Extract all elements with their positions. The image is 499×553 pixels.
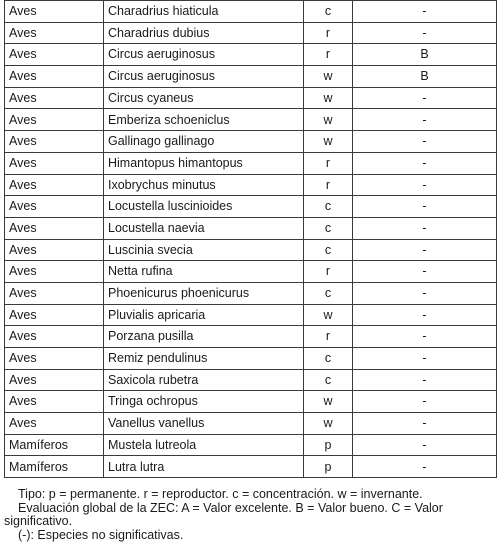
table-row: [5, 66, 497, 88]
species-name-cell: Ixobrychus minutus: [104, 174, 304, 196]
type-cell: w: [304, 109, 353, 131]
group-cell: Aves: [5, 369, 104, 391]
evaluation-cell: -: [353, 239, 497, 261]
evaluation-cell: B: [353, 66, 497, 88]
species-name-cell: Locustella luscinioides: [104, 196, 304, 218]
group-cell: Aves: [5, 152, 104, 174]
evaluation-cell: -: [353, 174, 497, 196]
species-name-cell: Pluvialis apricaria: [104, 304, 304, 326]
species-name-cell: Mustela lutreola: [104, 434, 304, 456]
species-name-cell: Tringa ochropus: [104, 391, 304, 413]
species-name-cell: Circus cyaneus: [104, 87, 304, 109]
group-cell: Mamíferos: [5, 434, 104, 456]
evaluation-cell: -: [353, 87, 497, 109]
species-name-cell: Lutra lutra: [104, 456, 304, 478]
species-name-cell: Porzana pusilla: [104, 326, 304, 348]
type-cell: r: [304, 44, 353, 66]
type-cell: w: [304, 391, 353, 413]
table-row: [5, 22, 497, 44]
group-cell: Aves: [5, 109, 104, 131]
table-row: [5, 326, 497, 348]
type-cell: r: [304, 174, 353, 196]
evaluation-cell: B: [353, 44, 497, 66]
evaluation-cell: -: [353, 434, 497, 456]
group-cell: Aves: [5, 413, 104, 435]
species-name-cell: Netta rufina: [104, 261, 304, 283]
evaluation-cell: -: [353, 391, 497, 413]
type-cell: c: [304, 217, 353, 239]
type-cell: c: [304, 282, 353, 304]
table-notes: [4, 488, 494, 542]
evaluation-cell: -: [353, 196, 497, 218]
species-name-cell: Locustella naevia: [104, 217, 304, 239]
table-row: [5, 434, 497, 456]
type-cell: w: [304, 66, 353, 88]
evaluation-cell: -: [353, 131, 497, 153]
table-row: [5, 109, 497, 131]
note-no-significativas: (-): Especies no significativas.: [18, 527, 184, 542]
evaluation-cell: -: [353, 369, 497, 391]
table-row: [5, 217, 497, 239]
table-row: [5, 348, 497, 370]
table-row: [5, 152, 497, 174]
group-cell: Aves: [5, 44, 104, 66]
note-evaluacion: Evaluación global de la ZEC: A = Valor excelente. B = Valor bueno. C = Valor significativo.: [4, 500, 443, 528]
evaluation-cell: -: [353, 326, 497, 348]
group-cell: Aves: [5, 304, 104, 326]
type-cell: r: [304, 261, 353, 283]
species-name-cell: Gallinago gallinago: [104, 131, 304, 153]
group-cell: Aves: [5, 348, 104, 370]
evaluation-cell: -: [353, 22, 497, 44]
table-row: [5, 87, 497, 109]
species-name-cell: Saxicola rubetra: [104, 369, 304, 391]
evaluation-cell: -: [353, 261, 497, 283]
group-cell: Aves: [5, 131, 104, 153]
type-cell: c: [304, 369, 353, 391]
species-name-cell: Luscinia svecia: [104, 239, 304, 261]
species-table-body: [5, 1, 497, 478]
evaluation-cell: -: [353, 109, 497, 131]
group-cell: Aves: [5, 87, 104, 109]
type-cell: p: [304, 456, 353, 478]
type-cell: c: [304, 348, 353, 370]
species-name-cell: Charadrius dubius: [104, 22, 304, 44]
species-name-cell: Charadrius hiaticula: [104, 1, 304, 23]
evaluation-cell: -: [353, 456, 497, 478]
species-name-cell: Remiz pendulinus: [104, 348, 304, 370]
table-row: [5, 44, 497, 66]
evaluation-cell: -: [353, 1, 497, 23]
table-row: [5, 131, 497, 153]
species-name-cell: Emberiza schoeniclus: [104, 109, 304, 131]
table-row: [5, 413, 497, 435]
group-cell: Aves: [5, 66, 104, 88]
table-row: [5, 369, 497, 391]
type-cell: w: [304, 87, 353, 109]
species-name-cell: Vanellus vanellus: [104, 413, 304, 435]
species-name-cell: Circus aeruginosus: [104, 66, 304, 88]
table-row: [5, 391, 497, 413]
type-cell: r: [304, 326, 353, 348]
evaluation-cell: -: [353, 217, 497, 239]
group-cell: Aves: [5, 326, 104, 348]
group-cell: Aves: [5, 22, 104, 44]
group-cell: Aves: [5, 391, 104, 413]
evaluation-cell: -: [353, 282, 497, 304]
table-row: [5, 239, 497, 261]
table-row: [5, 304, 497, 326]
type-cell: w: [304, 304, 353, 326]
evaluation-cell: -: [353, 348, 497, 370]
group-cell: Aves: [5, 239, 104, 261]
species-name-cell: Circus aeruginosus: [104, 44, 304, 66]
note-tipo: Tipo: p = permanente. r = reproductor. c = concentración. w = invernante.: [18, 487, 423, 501]
table-row: [5, 282, 497, 304]
evaluation-cell: -: [353, 413, 497, 435]
table-row: [5, 174, 497, 196]
type-cell: w: [304, 131, 353, 153]
type-cell: w: [304, 413, 353, 435]
group-cell: Mamíferos: [5, 456, 104, 478]
group-cell: Aves: [5, 217, 104, 239]
type-cell: c: [304, 239, 353, 261]
group-cell: Aves: [5, 196, 104, 218]
table-row: [5, 1, 497, 23]
group-cell: Aves: [5, 282, 104, 304]
group-cell: Aves: [5, 174, 104, 196]
group-cell: Aves: [5, 261, 104, 283]
species-table: [4, 0, 497, 478]
group-cell: Aves: [5, 1, 104, 23]
evaluation-cell: -: [353, 152, 497, 174]
species-name-cell: Himantopus himantopus: [104, 152, 304, 174]
species-name-cell: Phoenicurus phoenicurus: [104, 282, 304, 304]
type-cell: r: [304, 22, 353, 44]
table-row: [5, 456, 497, 478]
type-cell: c: [304, 196, 353, 218]
type-cell: p: [304, 434, 353, 456]
table-row: [5, 261, 497, 283]
evaluation-cell: -: [353, 304, 497, 326]
type-cell: c: [304, 1, 353, 23]
type-cell: r: [304, 152, 353, 174]
table-row: [5, 196, 497, 218]
